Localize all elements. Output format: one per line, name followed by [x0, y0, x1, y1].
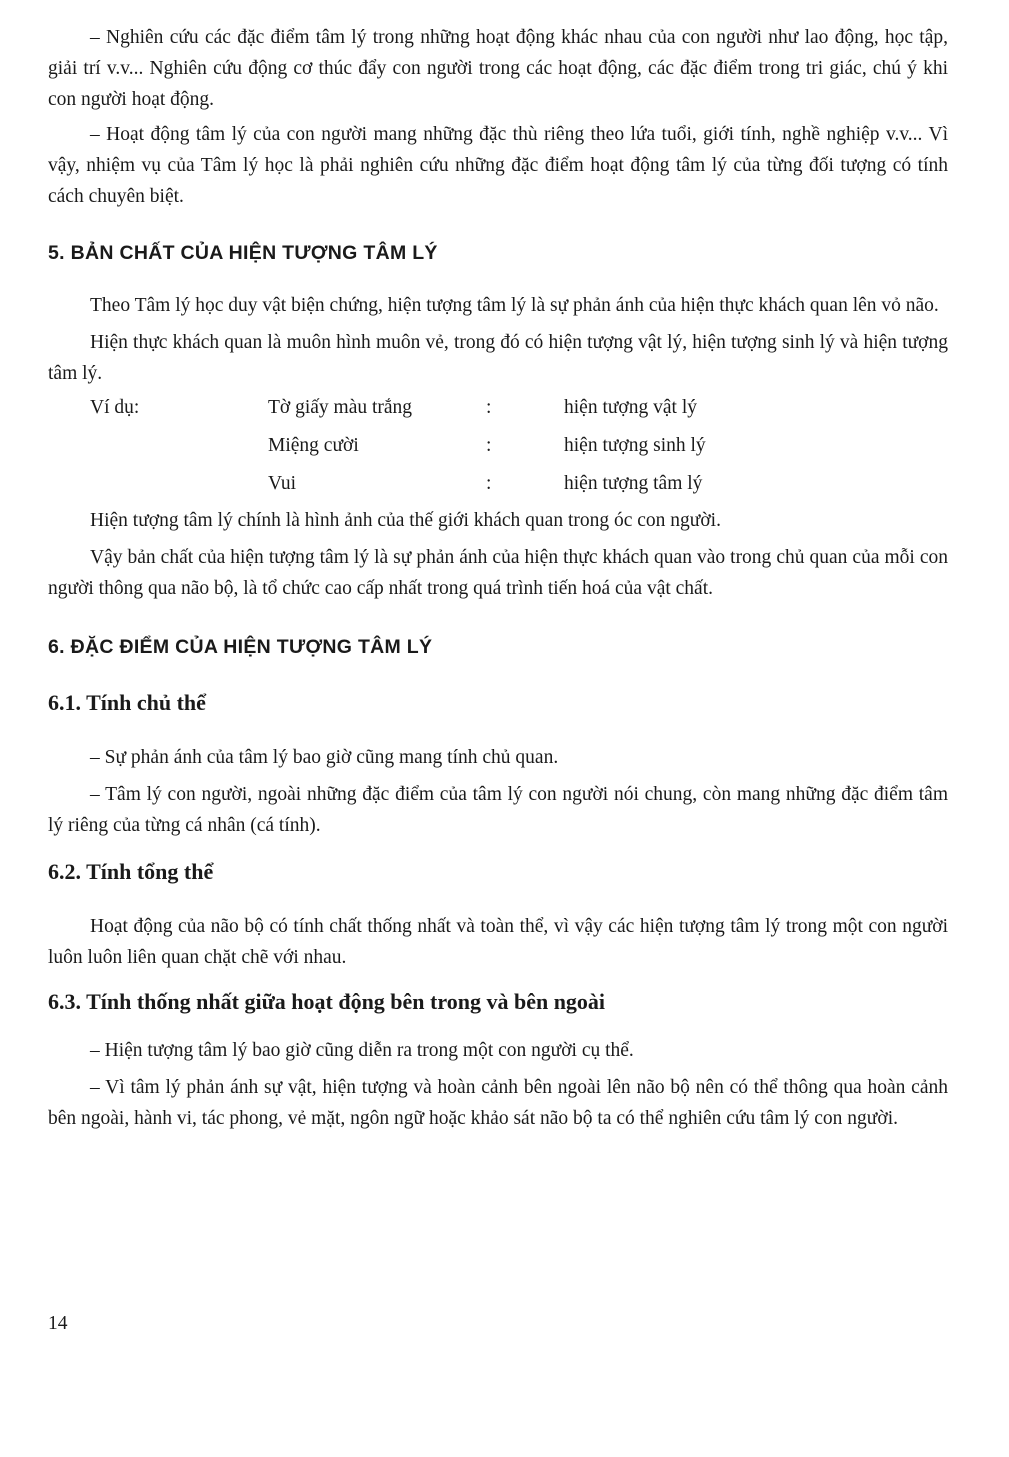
section-6-1-heading: 6.1. Tính chủ thể	[48, 690, 206, 715]
page-number: 14	[48, 1313, 68, 1334]
example-item: Miệng cười	[268, 435, 359, 456]
example-table	[90, 389, 706, 503]
example-type: hiện tượng tâm lý	[564, 473, 703, 494]
intro-paragraph-1: – Nghiên cứu các đặc điểm tâm lý trong những hoạt động khác nhau của con người như lao động, học tập, giải trí v.v... Nghiên cứu động cơ thúc đẩy con người trong các hoạt động, các đặc điểm trong tri giác, chú ý khi con người hoạt động.	[48, 27, 948, 110]
example-item: Vui	[268, 473, 297, 494]
section-6-3-paragraph-2: – Vì tâm lý phản ánh sự vật, hiện tượng và hoàn cảnh bên ngoài lên não bộ nên có thể thông qua hoàn cảnh bên ngoài, hành vi, tác phong, vẻ mặt, ngôn ngữ hoặc khảo sát não bộ ta có thể nghiên cứu tâm lý con người.	[48, 1077, 948, 1129]
example-row	[90, 465, 706, 503]
section-5-paragraph-1: Theo Tâm lý học duy vật biện chứng, hiện tượng tâm lý là sự phản ánh của hiện thực khách quan lên vỏ não.	[90, 295, 939, 316]
page-body	[48, 22, 948, 1134]
example-row	[90, 427, 706, 465]
example-item: Tờ giấy màu trắng	[268, 397, 413, 418]
section-6-heading: 6. ĐẶC ĐIỂM CỦA HIỆN TƯỢNG TÂM LÝ	[48, 636, 433, 658]
section-6-1-paragraph-1: – Sự phản ánh của tâm lý bao giờ cũng mang tính chủ quan.	[90, 747, 559, 768]
section-6-1-paragraph-2: – Tâm lý con người, ngoài những đặc điểm của tâm lý con người nói chung, còn mang những đặc điểm tâm lý riêng của từng cá nhân (cá tính).	[48, 784, 948, 836]
example-separator: :	[486, 397, 492, 418]
section-6-3-paragraph-1: – Hiện tượng tâm lý bao giờ cũng diễn ra trong một con người cụ thể.	[90, 1040, 634, 1061]
section-6-3-heading: 6.3. Tính thống nhất giữa hoạt động bên trong và bên ngoài	[48, 989, 606, 1014]
example-separator: :	[486, 435, 492, 456]
section-6-2-heading: 6.2. Tính tổng thể	[48, 859, 214, 884]
intro-paragraph-2: – Hoạt động tâm lý của con người mang những đặc thù riêng theo lứa tuổi, giới tính, nghề nghiệp v.v... Vì vậy, nhiệm vụ của Tâm lý học là phải nghiên cứu những đặc điểm hoạt động tâm lý của từng đối tượng có tính cách chuyên biệt.	[48, 124, 948, 207]
section-5-paragraph-2: Hiện thực khách quan là muôn hình muôn vẻ, trong đó có hiện tượng vật lý, hiện tượng sinh lý và hiện tượng tâm lý.	[48, 332, 948, 384]
section-5-heading: 5. BẢN CHẤT CỦA HIỆN TƯỢNG TÂM LÝ	[48, 242, 438, 264]
section-5-paragraph-3: Hiện tượng tâm lý chính là hình ảnh của thế giới khách quan trong óc con người.	[90, 510, 721, 531]
example-type: hiện tượng sinh lý	[564, 435, 706, 456]
example-separator: :	[486, 473, 492, 494]
section-6-2-paragraph-1: Hoạt động của não bộ có tính chất thống nhất và toàn thể, vì vậy các hiện tượng tâm lý trong một con người luôn luôn liên quan chặt chẽ với nhau.	[48, 916, 948, 968]
example-row	[90, 389, 706, 427]
example-label: Ví dụ:	[90, 397, 140, 418]
section-5-paragraph-4: Vậy bản chất của hiện tượng tâm lý là sự phản ánh của hiện thực khách quan vào trong chủ quan của mỗi con người thông qua não bộ, là tổ chức cao cấp nhất trong quá trình tiến hoá của vật chất.	[48, 547, 948, 599]
example-type: hiện tượng vật lý	[564, 397, 697, 418]
